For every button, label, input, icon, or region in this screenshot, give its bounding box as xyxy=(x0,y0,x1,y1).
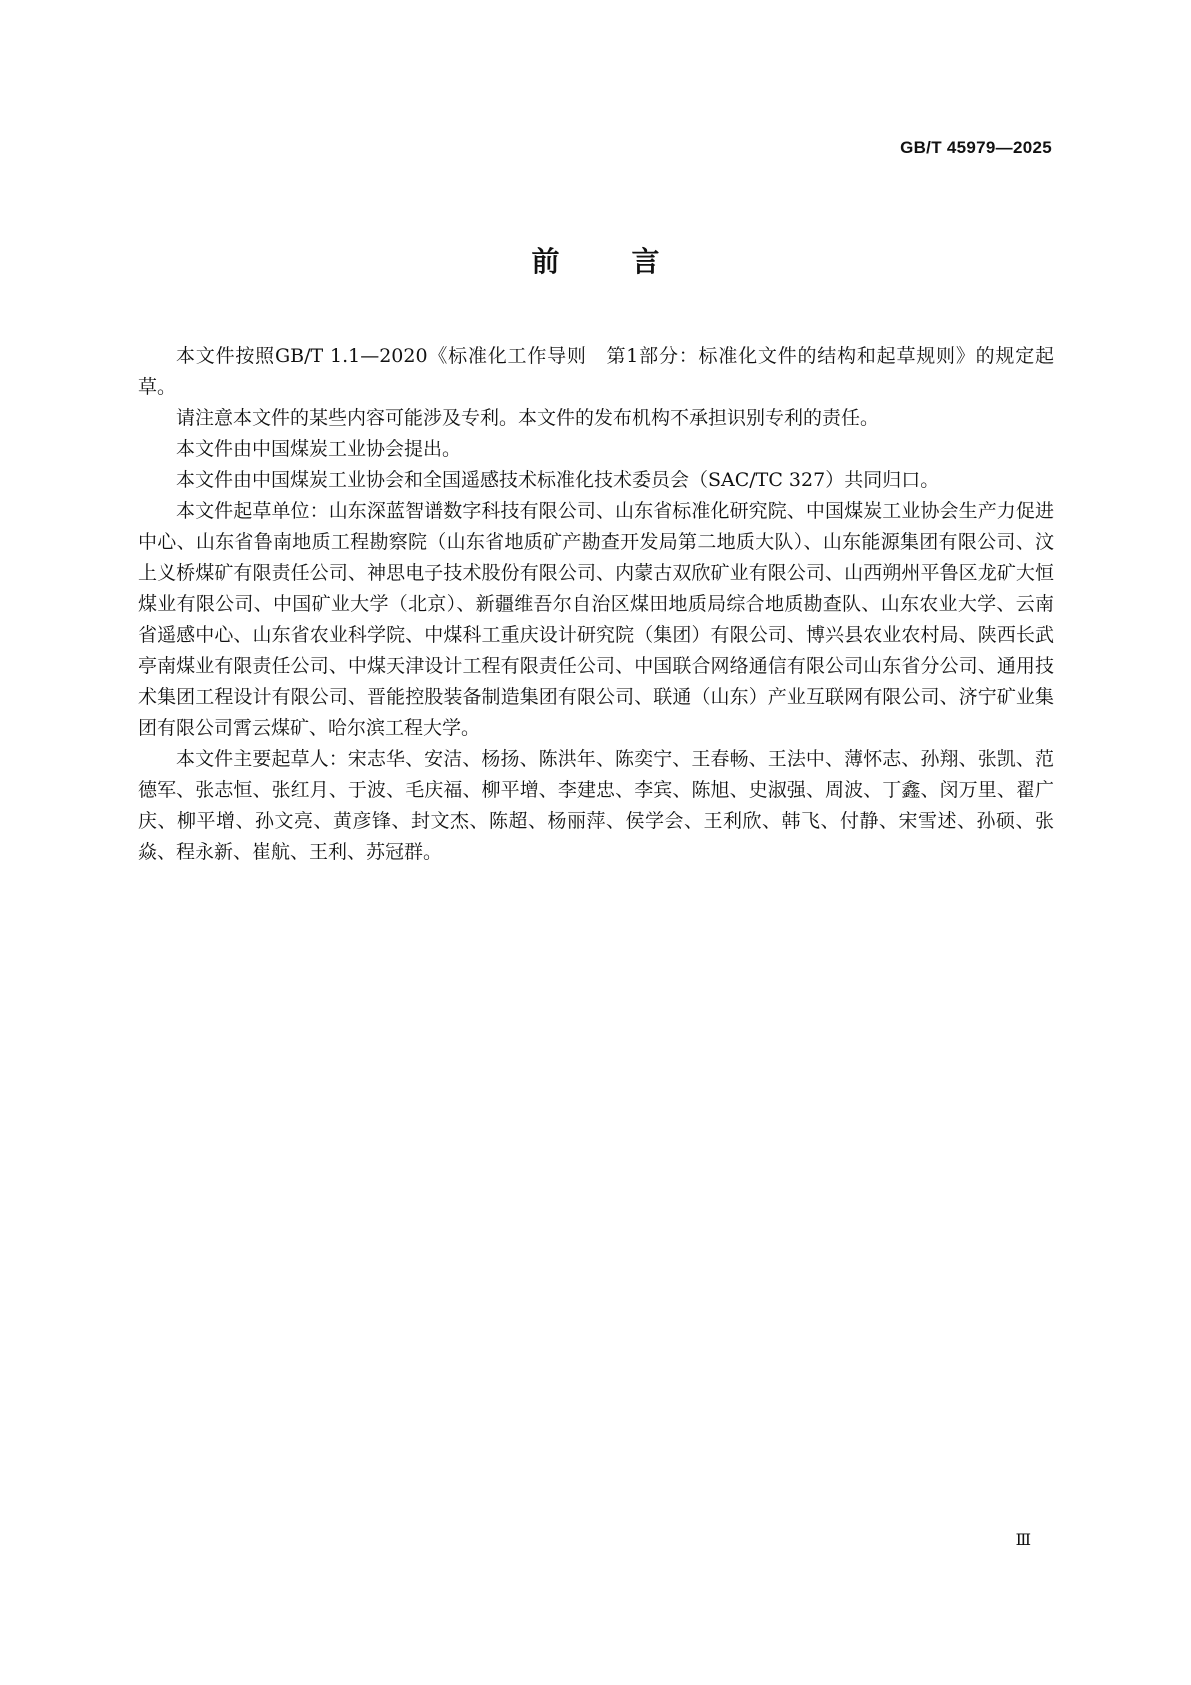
standard-code: GB/T 45979—2025 xyxy=(900,138,1052,157)
paragraph-drafting-units: 本文件起草单位：山东深蓝智谱数字科技有限公司、山东省标准化研究院、中国煤炭工业协会生产力促进中心、山东省鲁南地质工程勘察院（山东省地质矿产勘查开发局第二地质大队）、山东能源集团有限公司、汶上义桥煤矿有限责任公司、神思电子技术股份有限公司、内蒙古双欣矿业有限公司、山西朔州平鲁区龙矿大恒煤业有限公司、中国矿业大学（北京）、新疆维吾尔自治区煤田地质局综合地质勘查队、山东农业大学、云南省遥感中心、山东省农业科学院、中煤科工重庆设计研究院（集团）有限公司、博兴县农业农村局、陕西长武亭南煤业有限责任公司、中煤天津设计工程有限责任公司、中国联合网络通信有限公司山东省分公司、通用技术集团工程设计有限公司、晋能控股装备制造集团有限公司、联通（山东）产业互联网有限公司、济宁矿业集团有限公司霄云煤矿、哈尔滨工程大学。 xyxy=(138,500,1054,739)
paragraph-drafting-rules: 本文件按照GB/T 1.1—2020《标准化工作导则 第1部分：标准化文件的结构和起草规则》的规定起草。 xyxy=(138,345,1054,398)
paragraph-patent-notice: 请注意本文件的某些内容可能涉及专利。本文件的发布机构不承担识别专利的责任。 xyxy=(176,407,880,429)
page-title: 前言 xyxy=(531,245,732,278)
page-number: Ⅲ xyxy=(1015,1532,1031,1549)
foreword-body xyxy=(138,341,1054,868)
paragraph-main-drafters: 本文件主要起草人：宋志华、安洁、杨扬、陈洪年、陈奕宁、王春畅、王法中、薄怀志、孙翔、张凯、范德军、张志恒、张红月、于波、毛庆福、柳平增、李建忠、李宾、陈旭、史淑强、周波、丁鑫、闵万里、翟广庆、柳平增、孙文亮、黄彦锋、封文杰、陈超、杨丽萍、侯学会、王利欣、韩飞、付静、宋雪述、孙硕、张焱、程永新、崔航、王利、苏冠群。 xyxy=(138,748,1054,863)
paragraph-administration: 本文件由中国煤炭工业协会和全国遥感技术标准化技术委员会（SAC/TC 327）共同归口。 xyxy=(176,469,940,491)
paragraph-proposer: 本文件由中国煤炭工业协会提出。 xyxy=(176,438,462,460)
